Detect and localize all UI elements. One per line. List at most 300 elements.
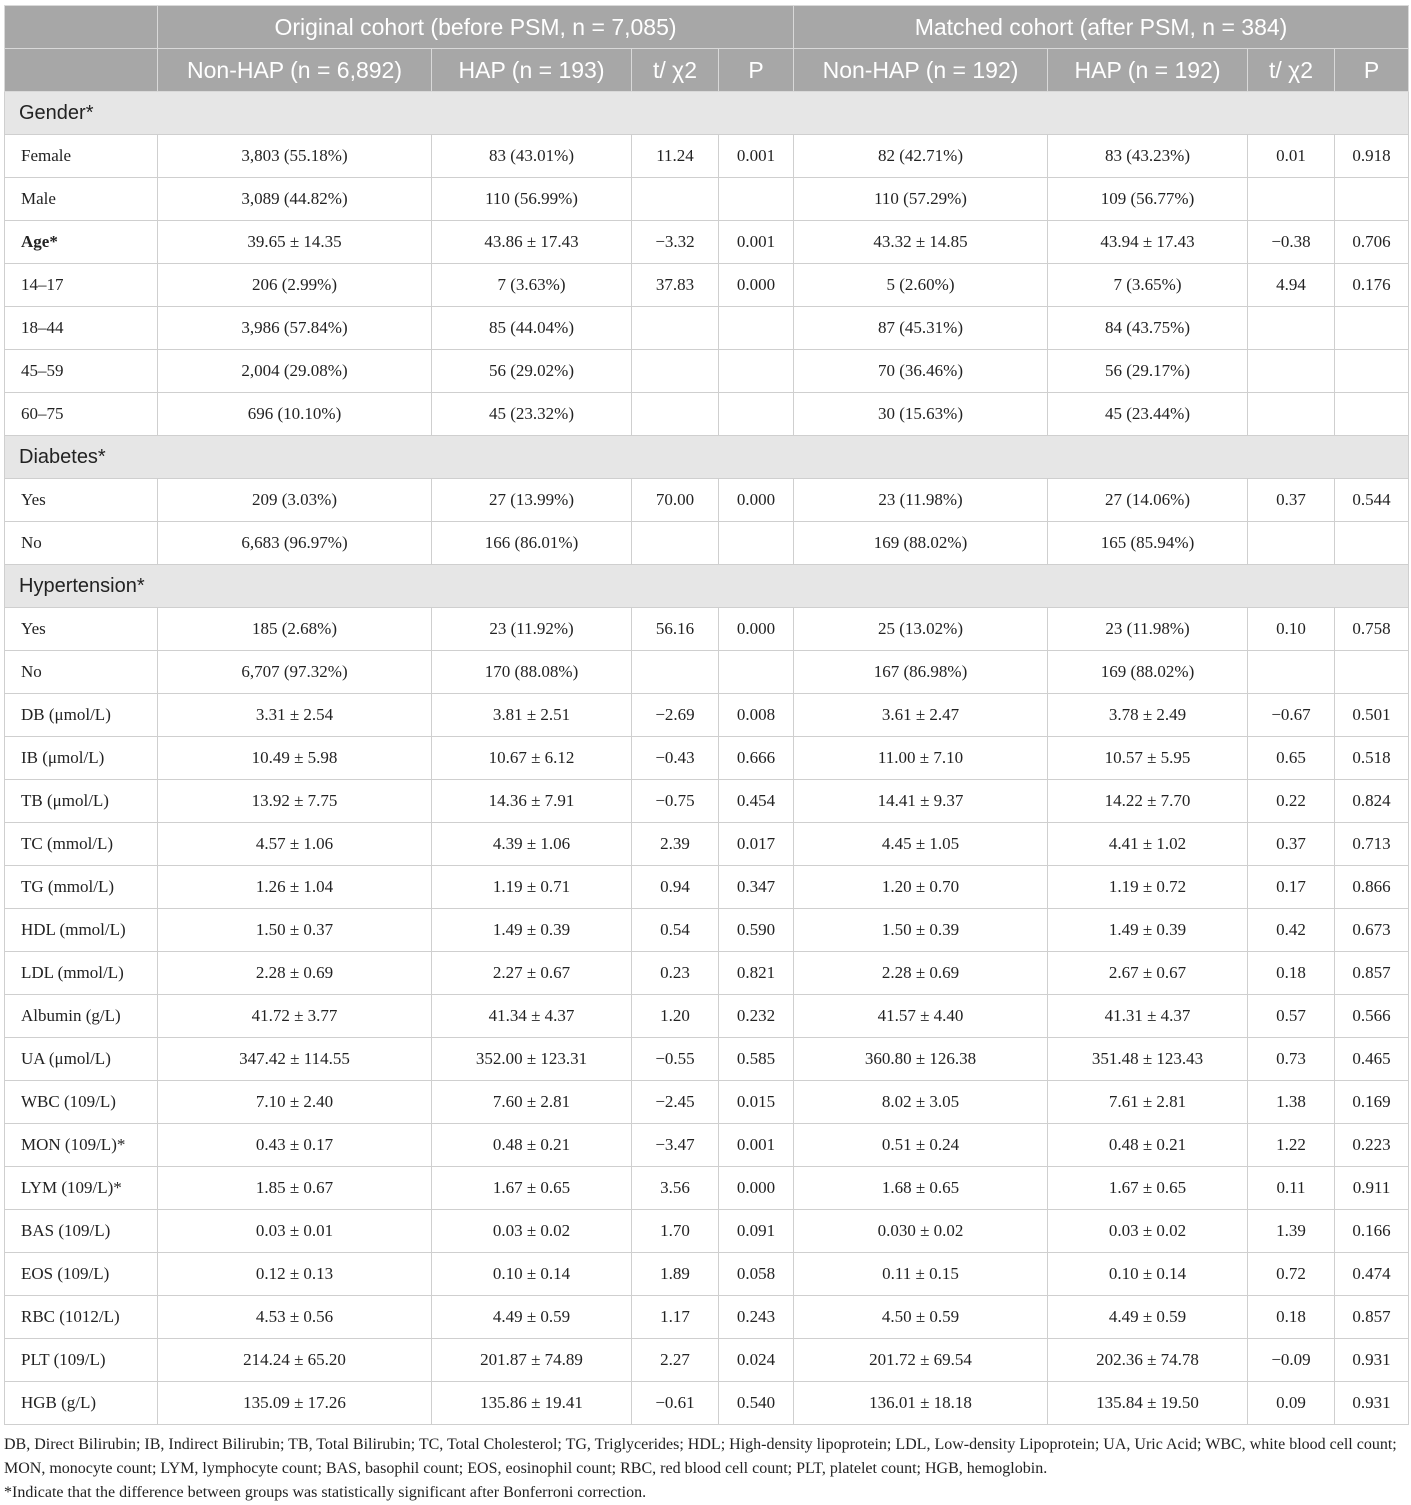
row-label: LYM (109/L)*: [5, 1167, 158, 1210]
table-cell: 0.48 ± 0.21: [1048, 1124, 1248, 1167]
table-cell: [719, 522, 794, 565]
table-cell: 135.86 ± 19.41: [432, 1382, 632, 1425]
table-cell: 3.81 ± 2.51: [432, 694, 632, 737]
table-row: [5, 393, 1409, 436]
table-cell: −3.47: [632, 1124, 719, 1167]
table-cell: [1248, 178, 1335, 221]
table-row: [5, 952, 1409, 995]
table-cell: 0.11: [1248, 1167, 1335, 1210]
significance-note: *Indicate that the difference between groups was statistically significant after Bonferroni correction.: [4, 1484, 647, 1501]
table-cell: 110 (57.29%): [794, 178, 1048, 221]
table-cell: 1.70: [632, 1210, 719, 1253]
table-cell: 14.41 ± 9.37: [794, 780, 1048, 823]
table-cell: 6,683 (96.97%): [158, 522, 432, 565]
table-cell: 7 (3.63%): [432, 264, 632, 307]
column-header: P: [1335, 49, 1409, 92]
table-cell: 1.50 ± 0.37: [158, 909, 432, 952]
table-cell: 0.18: [1248, 1296, 1335, 1339]
table-cell: [1248, 307, 1335, 350]
row-label: TB (μmol/L): [5, 780, 158, 823]
table-cell: 7.60 ± 2.81: [432, 1081, 632, 1124]
table-cell: 2,004 (29.08%): [158, 350, 432, 393]
table-cell: 0.000: [719, 608, 794, 651]
group-header-original: Original cohort (before PSM, n = 7,085): [158, 6, 794, 49]
table-row: [5, 823, 1409, 866]
table-cell: [719, 393, 794, 436]
table-row: [5, 608, 1409, 651]
table-cell: 209 (3.03%): [158, 479, 432, 522]
table-cell: 0.243: [719, 1296, 794, 1339]
table-cell: 170 (88.08%): [432, 651, 632, 694]
table-cell: 43.32 ± 14.85: [794, 221, 1048, 264]
table-cell: [632, 522, 719, 565]
table-cell: 0.37: [1248, 479, 1335, 522]
table-cell: 56.16: [632, 608, 719, 651]
table-cell: 45 (23.44%): [1048, 393, 1248, 436]
table-row: [5, 651, 1409, 694]
table-cell: 0.12 ± 0.13: [158, 1253, 432, 1296]
table-cell: 0.10 ± 0.14: [432, 1253, 632, 1296]
row-label: TG (mmol/L): [5, 866, 158, 909]
table-cell: 0.73: [1248, 1038, 1335, 1081]
table-cell: 41.31 ± 4.37: [1048, 995, 1248, 1038]
table-cell: 0.017: [719, 823, 794, 866]
table-cell: −0.67: [1248, 694, 1335, 737]
table-row: [5, 995, 1409, 1038]
group-header-matched: Matched cohort (after PSM, n = 384): [794, 6, 1409, 49]
table-row: [5, 780, 1409, 823]
table-cell: 0.666: [719, 737, 794, 780]
table-cell: 169 (88.02%): [794, 522, 1048, 565]
table-cell: [1335, 522, 1409, 565]
table-cell: 13.92 ± 7.75: [158, 780, 432, 823]
row-label: No: [5, 522, 158, 565]
table-cell: 1.89: [632, 1253, 719, 1296]
table-cell: 166 (86.01%): [432, 522, 632, 565]
row-label: MON (109/L)*: [5, 1124, 158, 1167]
table-cell: 0.11 ± 0.15: [794, 1253, 1048, 1296]
table-cell: 109 (56.77%): [1048, 178, 1248, 221]
table-cell: 201.72 ± 69.54: [794, 1339, 1048, 1382]
table-cell: 3.61 ± 2.47: [794, 694, 1048, 737]
table-cell: 0.10: [1248, 608, 1335, 651]
table-cell: 41.57 ± 4.40: [794, 995, 1048, 1038]
table-cell: 0.866: [1335, 866, 1409, 909]
table-cell: 0.008: [719, 694, 794, 737]
table-cell: 0.10 ± 0.14: [1048, 1253, 1248, 1296]
table-cell: 7 (3.65%): [1048, 264, 1248, 307]
table-cell: [1248, 393, 1335, 436]
table-row: [5, 264, 1409, 307]
table-cell: 0.024: [719, 1339, 794, 1382]
table-cell: 85 (44.04%): [432, 307, 632, 350]
table-cell: 201.87 ± 74.89: [432, 1339, 632, 1382]
table-cell: −0.55: [632, 1038, 719, 1081]
table-cell: 84 (43.75%): [1048, 307, 1248, 350]
header-label-cell: [5, 49, 158, 92]
table-row: [5, 1167, 1409, 1210]
abbreviations-note: DB, Direct Bilirubin; IB, Indirect Bilirubin; TB, Total Bilirubin; TC, Total Cholesterol; TG, Triglycerides; HDL; High-density lipoprotein; LDL, Low-density Lipoprotein; UA, Uric Acid; WBC, white blood cell count; MON, monocyte count; LYM, lymphocyte count; BAS, basophil count; EOS, eosinophil count; RBC, red blood cell count; PLT, platelet count; HGB, hemoglobin.: [4, 1436, 1397, 1477]
table-cell: 23 (11.98%): [794, 479, 1048, 522]
table-cell: 165 (85.94%): [1048, 522, 1248, 565]
table-cell: 0.058: [719, 1253, 794, 1296]
table-cell: 0.824: [1335, 780, 1409, 823]
table-row: [5, 866, 1409, 909]
table-cell: 83 (43.01%): [432, 135, 632, 178]
table-cell: 0.232: [719, 995, 794, 1038]
table-cell: 0.54: [632, 909, 719, 952]
table-cell: 0.22: [1248, 780, 1335, 823]
row-label: LDL (mmol/L): [5, 952, 158, 995]
table-cell: 25 (13.02%): [794, 608, 1048, 651]
table-cell: 169 (88.02%): [1048, 651, 1248, 694]
table-cell: 4.41 ± 1.02: [1048, 823, 1248, 866]
table-cell: 0.821: [719, 952, 794, 995]
table-cell: 0.566: [1335, 995, 1409, 1038]
row-label: HGB (g/L): [5, 1382, 158, 1425]
table-cell: 0.001: [719, 221, 794, 264]
table-row: [5, 737, 1409, 780]
table-cell: 23 (11.92%): [432, 608, 632, 651]
table-cell: [719, 651, 794, 694]
row-label: EOS (109/L): [5, 1253, 158, 1296]
table-row: [5, 694, 1409, 737]
table-cell: [632, 651, 719, 694]
table-cell: 110 (56.99%): [432, 178, 632, 221]
table-cell: −0.09: [1248, 1339, 1335, 1382]
table-cell: 2.28 ± 0.69: [158, 952, 432, 995]
table-cell: 4.53 ± 0.56: [158, 1296, 432, 1339]
table-cell: 0.223: [1335, 1124, 1409, 1167]
table-cell: 1.50 ± 0.39: [794, 909, 1048, 952]
table-cell: 6,707 (97.32%): [158, 651, 432, 694]
table-cell: 0.585: [719, 1038, 794, 1081]
row-label: TC (mmol/L): [5, 823, 158, 866]
section-label: Diabetes*: [5, 436, 1409, 479]
table-row: [5, 221, 1409, 264]
header-column-row: [5, 49, 1409, 92]
table-cell: 7.61 ± 2.81: [1048, 1081, 1248, 1124]
table-cell: 0.758: [1335, 608, 1409, 651]
table-cell: 0.713: [1335, 823, 1409, 866]
section-header-row: [5, 436, 1409, 479]
table-cell: 0.857: [1335, 1296, 1409, 1339]
table-cell: 0.911: [1335, 1167, 1409, 1210]
table-cell: 0.48 ± 0.21: [432, 1124, 632, 1167]
table-row: [5, 909, 1409, 952]
table-cell: 135.09 ± 17.26: [158, 1382, 432, 1425]
table-cell: 4.94: [1248, 264, 1335, 307]
table-cell: 0.169: [1335, 1081, 1409, 1124]
table-cell: 0.03 ± 0.01: [158, 1210, 432, 1253]
row-label: PLT (109/L): [5, 1339, 158, 1382]
table-row: [5, 1210, 1409, 1253]
table-cell: 2.27: [632, 1339, 719, 1382]
table-cell: 0.673: [1335, 909, 1409, 952]
table-cell: 0.17: [1248, 866, 1335, 909]
table-cell: 0.931: [1335, 1382, 1409, 1425]
table-cell: 0.030 ± 0.02: [794, 1210, 1048, 1253]
table-row: [5, 1124, 1409, 1167]
table-cell: 136.01 ± 18.18: [794, 1382, 1048, 1425]
table-cell: 39.65 ± 14.35: [158, 221, 432, 264]
row-label: RBC (1012/L): [5, 1296, 158, 1339]
table-cell: 70.00: [632, 479, 719, 522]
table-cell: 41.34 ± 4.37: [432, 995, 632, 1038]
column-header: t/ χ2: [1248, 49, 1335, 92]
table-cell: 37.83: [632, 264, 719, 307]
row-label: BAS (109/L): [5, 1210, 158, 1253]
table-cell: 11.00 ± 7.10: [794, 737, 1048, 780]
table-cell: 360.80 ± 126.38: [794, 1038, 1048, 1081]
table-cell: 10.57 ± 5.95: [1048, 737, 1248, 780]
table-cell: 351.48 ± 123.43: [1048, 1038, 1248, 1081]
table-cell: 2.27 ± 0.67: [432, 952, 632, 995]
row-label: 60–75: [5, 393, 158, 436]
table-cell: 45 (23.32%): [432, 393, 632, 436]
table-cell: 0.501: [1335, 694, 1409, 737]
table-cell: 0.37: [1248, 823, 1335, 866]
row-label: UA (μmol/L): [5, 1038, 158, 1081]
row-label: IB (μmol/L): [5, 737, 158, 780]
table-cell: −0.61: [632, 1382, 719, 1425]
table-cell: 7.10 ± 2.40: [158, 1081, 432, 1124]
table-cell: 5 (2.60%): [794, 264, 1048, 307]
table-cell: 3,803 (55.18%): [158, 135, 432, 178]
table-cell: 0.000: [719, 1167, 794, 1210]
table-cell: 4.50 ± 0.59: [794, 1296, 1048, 1339]
table-cell: [1335, 651, 1409, 694]
table-cell: 1.20 ± 0.70: [794, 866, 1048, 909]
table-cell: 8.02 ± 3.05: [794, 1081, 1048, 1124]
table-cell: [719, 307, 794, 350]
table-cell: 1.17: [632, 1296, 719, 1339]
table-container: [4, 5, 1408, 1505]
table-cell: 0.09: [1248, 1382, 1335, 1425]
row-label: Female: [5, 135, 158, 178]
table-cell: −0.43: [632, 737, 719, 780]
row-label: 14–17: [5, 264, 158, 307]
table-cell: 3.31 ± 2.54: [158, 694, 432, 737]
table-cell: 1.67 ± 0.65: [1048, 1167, 1248, 1210]
row-label: WBC (109/L): [5, 1081, 158, 1124]
table-cell: [719, 178, 794, 221]
table-cell: 83 (43.23%): [1048, 135, 1248, 178]
table-cell: 4.45 ± 1.05: [794, 823, 1048, 866]
table-cell: 1.67 ± 0.65: [432, 1167, 632, 1210]
table-cell: −0.75: [632, 780, 719, 823]
row-label: No: [5, 651, 158, 694]
table-cell: 3.78 ± 2.49: [1048, 694, 1248, 737]
table-row: [5, 1253, 1409, 1296]
column-header: t/ χ2: [632, 49, 719, 92]
cohort-comparison-table: [4, 5, 1409, 1425]
table-cell: [1335, 178, 1409, 221]
row-label: DB (μmol/L): [5, 694, 158, 737]
table-cell: 82 (42.71%): [794, 135, 1048, 178]
table-cell: 1.39: [1248, 1210, 1335, 1253]
table-cell: 3,089 (44.82%): [158, 178, 432, 221]
table-cell: [632, 350, 719, 393]
table-cell: 23 (11.98%): [1048, 608, 1248, 651]
table-cell: 1.19 ± 0.72: [1048, 866, 1248, 909]
table-cell: 206 (2.99%): [158, 264, 432, 307]
table-cell: 0.000: [719, 264, 794, 307]
section-label: Gender*: [5, 92, 1409, 135]
table-cell: 4.39 ± 1.06: [432, 823, 632, 866]
table-cell: 1.19 ± 0.71: [432, 866, 632, 909]
table-cell: 696 (10.10%): [158, 393, 432, 436]
table-cell: [632, 393, 719, 436]
table-row: [5, 1038, 1409, 1081]
table-cell: [1248, 350, 1335, 393]
table-cell: 0.57: [1248, 995, 1335, 1038]
table-cell: [1248, 522, 1335, 565]
table-cell: 43.94 ± 17.43: [1048, 221, 1248, 264]
table-cell: [632, 307, 719, 350]
table-cell: 0.72: [1248, 1253, 1335, 1296]
table-cell: 2.39: [632, 823, 719, 866]
table-cell: 0.176: [1335, 264, 1409, 307]
table-cell: 0.51 ± 0.24: [794, 1124, 1048, 1167]
table-cell: [632, 178, 719, 221]
table-cell: 0.015: [719, 1081, 794, 1124]
table-cell: 1.26 ± 1.04: [158, 866, 432, 909]
table-cell: 0.000: [719, 479, 794, 522]
table-cell: 0.65: [1248, 737, 1335, 780]
table-cell: 2.67 ± 0.67: [1048, 952, 1248, 995]
column-header: HAP (n = 193): [432, 49, 632, 92]
table-cell: 0.931: [1335, 1339, 1409, 1382]
table-cell: 14.36 ± 7.91: [432, 780, 632, 823]
table-cell: 0.01: [1248, 135, 1335, 178]
table-header: [5, 6, 1409, 92]
table-cell: 3.56: [632, 1167, 719, 1210]
table-cell: 10.67 ± 6.12: [432, 737, 632, 780]
table-cell: 352.00 ± 123.31: [432, 1038, 632, 1081]
table-body: [5, 92, 1409, 1425]
table-cell: 1.85 ± 0.67: [158, 1167, 432, 1210]
table-cell: [1248, 651, 1335, 694]
table-cell: 0.03 ± 0.02: [432, 1210, 632, 1253]
table-cell: 2.28 ± 0.69: [794, 952, 1048, 995]
table-cell: 4.57 ± 1.06: [158, 823, 432, 866]
table-cell: 0.43 ± 0.17: [158, 1124, 432, 1167]
table-cell: −0.38: [1248, 221, 1335, 264]
table-cell: 0.42: [1248, 909, 1335, 952]
column-header: Non-HAP (n = 6,892): [158, 49, 432, 92]
section-label: Hypertension*: [5, 565, 1409, 608]
table-cell: 0.474: [1335, 1253, 1409, 1296]
table-cell: 1.68 ± 0.65: [794, 1167, 1048, 1210]
table-cell: 27 (13.99%): [432, 479, 632, 522]
section-header-row: [5, 565, 1409, 608]
table-cell: 14.22 ± 7.70: [1048, 780, 1248, 823]
table-cell: 214.24 ± 65.20: [158, 1339, 432, 1382]
table-cell: −2.45: [632, 1081, 719, 1124]
table-row: [5, 1382, 1409, 1425]
table-cell: 70 (36.46%): [794, 350, 1048, 393]
table-cell: 4.49 ± 0.59: [432, 1296, 632, 1339]
table-cell: 0.001: [719, 135, 794, 178]
table-cell: 43.86 ± 17.43: [432, 221, 632, 264]
row-label: Yes: [5, 479, 158, 522]
row-label: Age*: [5, 221, 158, 264]
table-cell: 3,986 (57.84%): [158, 307, 432, 350]
table-row: [5, 479, 1409, 522]
table-cell: 0.465: [1335, 1038, 1409, 1081]
table-row: [5, 350, 1409, 393]
column-header: HAP (n = 192): [1048, 49, 1248, 92]
table-cell: 1.49 ± 0.39: [1048, 909, 1248, 952]
row-label: 18–44: [5, 307, 158, 350]
table-row: [5, 522, 1409, 565]
table-cell: 202.36 ± 74.78: [1048, 1339, 1248, 1382]
table-cell: 0.857: [1335, 952, 1409, 995]
header-corner-cell: [5, 6, 158, 49]
table-cell: 0.347: [719, 866, 794, 909]
table-cell: 0.918: [1335, 135, 1409, 178]
table-cell: 347.42 ± 114.55: [158, 1038, 432, 1081]
table-cell: 56 (29.02%): [432, 350, 632, 393]
table-row: [5, 178, 1409, 221]
row-label: HDL (mmol/L): [5, 909, 158, 952]
table-row: [5, 1296, 1409, 1339]
table-cell: 27 (14.06%): [1048, 479, 1248, 522]
table-cell: [719, 350, 794, 393]
table-footnotes: [4, 1433, 1408, 1505]
table-cell: [1335, 350, 1409, 393]
header-group-row: [5, 6, 1409, 49]
table-cell: 41.72 ± 3.77: [158, 995, 432, 1038]
table-cell: 87 (45.31%): [794, 307, 1048, 350]
table-cell: 0.454: [719, 780, 794, 823]
table-cell: 135.84 ± 19.50: [1048, 1382, 1248, 1425]
table-cell: 4.49 ± 0.59: [1048, 1296, 1248, 1339]
table-cell: 1.49 ± 0.39: [432, 909, 632, 952]
column-header: P: [719, 49, 794, 92]
table-cell: [1335, 307, 1409, 350]
table-cell: −2.69: [632, 694, 719, 737]
row-label: Albumin (g/L): [5, 995, 158, 1038]
column-header: Non-HAP (n = 192): [794, 49, 1048, 92]
table-cell: 0.166: [1335, 1210, 1409, 1253]
table-cell: 0.091: [719, 1210, 794, 1253]
table-cell: 1.38: [1248, 1081, 1335, 1124]
table-row: [5, 1339, 1409, 1382]
table-cell: 0.590: [719, 909, 794, 952]
table-cell: 1.22: [1248, 1124, 1335, 1167]
table-row: [5, 135, 1409, 178]
table-cell: 0.001: [719, 1124, 794, 1167]
table-cell: 0.23: [632, 952, 719, 995]
table-cell: 0.94: [632, 866, 719, 909]
table-cell: 185 (2.68%): [158, 608, 432, 651]
table-cell: 1.20: [632, 995, 719, 1038]
table-cell: 0.03 ± 0.02: [1048, 1210, 1248, 1253]
table-cell: 0.18: [1248, 952, 1335, 995]
table-cell: 0.544: [1335, 479, 1409, 522]
section-header-row: [5, 92, 1409, 135]
table-cell: 0.540: [719, 1382, 794, 1425]
table-cell: 10.49 ± 5.98: [158, 737, 432, 780]
table-cell: 30 (15.63%): [794, 393, 1048, 436]
table-cell: 56 (29.17%): [1048, 350, 1248, 393]
table-row: [5, 307, 1409, 350]
table-cell: 11.24: [632, 135, 719, 178]
table-cell: −3.32: [632, 221, 719, 264]
row-label: Yes: [5, 608, 158, 651]
